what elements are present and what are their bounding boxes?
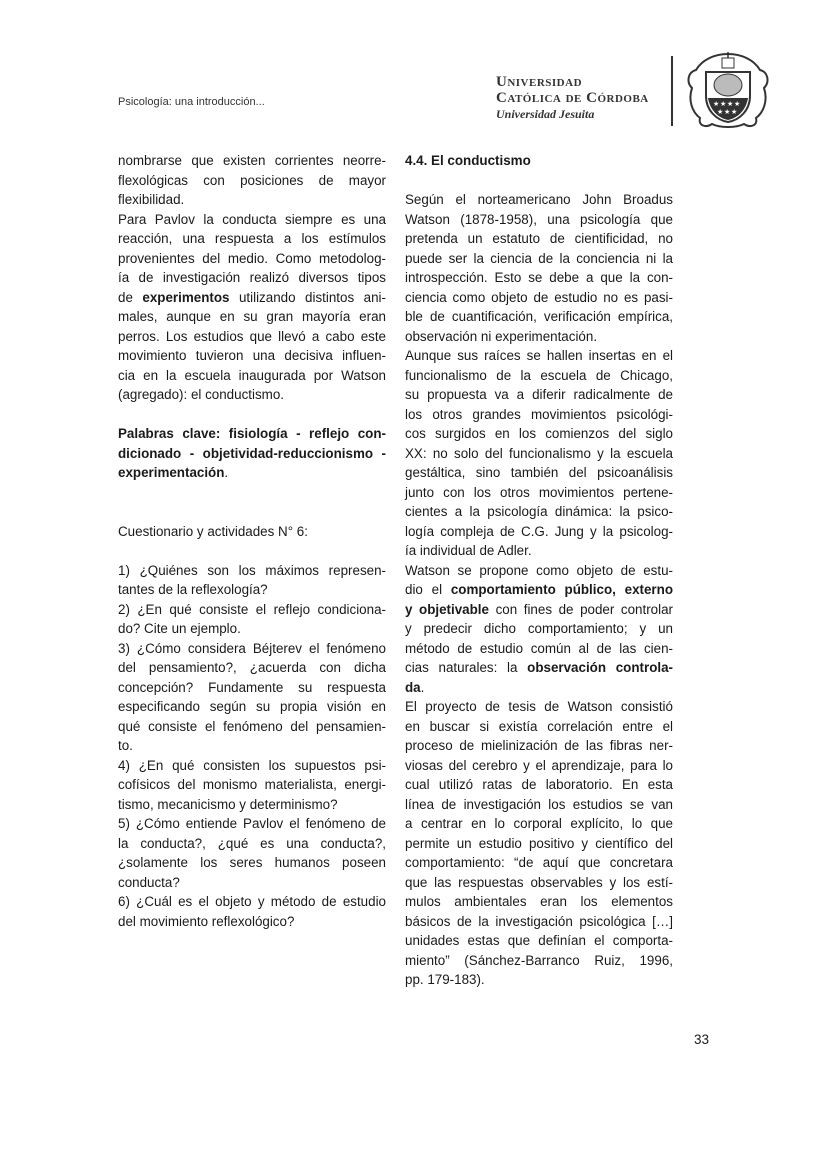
paragraph [118, 522, 386, 542]
text-line [405, 697, 673, 717]
text-segment: Cuestionario y actividades N° 6: [118, 523, 308, 539]
paragraph [405, 346, 673, 561]
text-segment: cia en la escuela inaugurada por Watson [118, 367, 386, 383]
text-segment: XX: no solo del funcionalismo y la escuela [405, 445, 673, 461]
text-line [405, 717, 673, 737]
text-line [405, 639, 673, 659]
text-segment: especificando según su propia visión en [118, 699, 386, 714]
text-segment: perros. Los estudios que llevó a cabo este [118, 328, 386, 344]
right-column [405, 151, 673, 990]
text-line [118, 639, 386, 659]
text-line [405, 327, 673, 347]
logo-divider [671, 56, 673, 126]
text-line [405, 600, 673, 620]
text-segment: Aunque sus raíces se hallen insertas en el [405, 348, 673, 363]
bold-text: comportamiento público, externo [450, 582, 673, 597]
text-line [405, 970, 673, 990]
text-segment: línea de investigación los estudios se van [405, 796, 673, 812]
text-segment: . [420, 679, 425, 695]
text-line [405, 658, 673, 678]
text-line [118, 210, 386, 230]
text-segment: flexológicas con posiciones de mayor [118, 172, 386, 188]
text-segment: conducta? [118, 874, 180, 890]
paragraph-spacer [118, 483, 386, 503]
text-segment: gestáltica, sino también del psicoanálisis [405, 465, 673, 480]
text-line [118, 288, 386, 308]
text-line [118, 736, 386, 756]
text-line [405, 736, 673, 756]
text-segment: en buscar si existía correlación entre el [405, 718, 673, 734]
text-segment: qué consiste el fenómeno del pensamien- [118, 718, 386, 734]
left-column [118, 151, 386, 931]
text-line [405, 288, 673, 308]
text-segment: la conducta?, ¿qué es una conducta?, [118, 835, 386, 851]
text-line [118, 873, 386, 893]
bold-text: da [405, 679, 421, 695]
text-segment: do? Cite un ejemplo. [118, 621, 241, 636]
text-segment: 2) ¿En qué consiste el reflejo condiciona- [118, 601, 386, 617]
paragraph [118, 600, 386, 639]
text-segment: observación ni experimentación. [405, 328, 598, 344]
text-segment: 5) ¿Cómo entiende Pavlov el fenómeno de [118, 816, 386, 831]
text-line [405, 775, 673, 795]
university-seal-icon [684, 50, 772, 130]
text-line [405, 853, 673, 873]
paragraph [118, 814, 386, 892]
text-line [118, 444, 386, 464]
text-line [405, 483, 673, 503]
text-segment: 1) ¿Quiénes son los máximos represen- [118, 562, 386, 578]
text-line [405, 873, 673, 893]
text-segment: ¿solamente los seres humanos poseen [118, 855, 386, 870]
text-segment: cual utilizó ratas de laboratorio. En esta [405, 777, 673, 792]
text-segment: 6) ¿Cuál es el objeto y método de estudio [118, 894, 386, 909]
text-segment: funcionalismo de la escuela de Chicago, [405, 367, 673, 383]
text-segment: junto con los otros movimientos pertene- [405, 484, 673, 500]
paragraph [118, 210, 386, 405]
text-segment: reacción, una respuesta a los estímulos [118, 231, 386, 246]
bold-text: Palabras clave: fisiología - reflejo con- [118, 426, 386, 441]
svg-text:★: ★ [727, 100, 734, 108]
text-line [118, 190, 386, 210]
text-segment: El proyecto de tesis de Watson consistió [405, 699, 673, 714]
text-line [405, 444, 673, 464]
text-line [405, 268, 673, 288]
logo-line-1: Universidad [496, 74, 583, 90]
text-segment: . [224, 465, 229, 480]
text-line [405, 405, 673, 425]
text-segment: del movimiento reflexológico? [118, 913, 295, 929]
text-line [118, 561, 386, 581]
paragraph [118, 639, 386, 756]
text-segment: cientes a la psicología dinámica: la psico- [405, 504, 673, 519]
text-segment: de [118, 289, 143, 305]
text-segment: miento” (Sánchez-Barranco Ruiz, 1996, [405, 952, 673, 968]
text-line [118, 619, 386, 639]
text-line [118, 697, 386, 717]
page-number: 33 [694, 1032, 710, 1047]
text-segment: proceso de mielinización de las fibras ner- [405, 738, 673, 753]
text-line [405, 151, 673, 171]
text-segment: su propuesta va a diferir radicalmente de [405, 387, 673, 402]
text-line [118, 346, 386, 366]
text-segment: (agregado): el conductismo. [118, 387, 284, 402]
text-line [118, 307, 386, 327]
text-line [405, 678, 673, 698]
text-line [405, 912, 673, 932]
text-line [118, 580, 386, 600]
text-segment: básicos de la investigación psicológica […] [405, 913, 673, 929]
text-segment: Según el norteamericano John Broadus [405, 192, 673, 207]
university-logo-text [496, 74, 649, 122]
text-segment: Para Pavlov la conducta siempre es una [118, 211, 386, 227]
svg-text:★: ★ [720, 100, 727, 108]
text-line [405, 346, 673, 366]
paragraph [118, 151, 386, 210]
bold-text: experimentos [142, 289, 230, 305]
paragraph [118, 892, 386, 931]
text-line [118, 171, 386, 191]
paragraph-spacer [118, 405, 386, 425]
text-line [118, 814, 386, 834]
text-line [118, 912, 386, 932]
text-segment: utilizando distintos ani- [229, 289, 386, 305]
text-line [118, 834, 386, 854]
text-segment: males, aunque en su gran mayoría eran [118, 309, 386, 324]
paragraph-spacer [118, 502, 386, 522]
text-line [118, 151, 386, 171]
text-segment: comportamiento: “de aquí que concretara [405, 855, 673, 870]
text-line [118, 249, 386, 269]
paragraph [405, 190, 673, 346]
text-line [118, 463, 386, 483]
bold-text: 4.4. El conductismo [405, 153, 531, 168]
text-segment: tantes de la reflexología? [118, 582, 268, 597]
text-segment: introspección. Esto se debe a que la con- [405, 270, 673, 285]
paragraph-spacer [118, 541, 386, 561]
svg-text:★: ★ [717, 108, 724, 116]
text-line [405, 366, 673, 386]
svg-text:★: ★ [734, 100, 741, 108]
text-segment: dio el [405, 582, 451, 597]
text-line [405, 424, 673, 444]
svg-text:★: ★ [713, 100, 720, 108]
text-segment: tismo, mecanicismo y determinismo? [118, 796, 338, 812]
text-line [118, 658, 386, 678]
bold-text: observación controla- [527, 660, 674, 675]
text-segment: movimiento tuvieron una decisiva influen- [118, 348, 386, 363]
bold-text: dicionado - objetividad-reduccionismo - [118, 445, 386, 461]
text-line [405, 931, 673, 951]
text-line [405, 580, 673, 600]
text-segment: ble de cuantificación, verificación empírica, [405, 309, 673, 324]
paragraph [118, 561, 386, 600]
text-line [118, 385, 386, 405]
text-line [405, 522, 673, 542]
text-segment: y predecir dicho comportamiento; y un [405, 621, 673, 636]
text-segment: cos surgidos en los comienzos del siglo [405, 426, 673, 441]
text-line [405, 561, 673, 581]
text-line [118, 366, 386, 386]
text-segment: concepción? Fundamente su respuesta [118, 679, 386, 695]
text-line [405, 892, 673, 912]
text-segment: flexibilidad. [118, 192, 185, 207]
svg-text:★: ★ [724, 108, 731, 116]
text-segment: con fines de poder controlar [488, 601, 673, 617]
text-segment: ía individual de Adler. [405, 543, 532, 558]
text-segment: Watson (1878-1958), una psicología que [405, 211, 673, 227]
text-segment: 4) ¿En qué consisten los supuestos psi- [118, 757, 386, 773]
text-line [118, 892, 386, 912]
text-line [118, 756, 386, 776]
text-segment: los otros grandes movimientos psicológi- [405, 406, 673, 422]
text-segment: ía de investigación realizó diversos tipos [118, 270, 386, 285]
text-segment: método de estudio común al de las cien- [405, 640, 673, 656]
text-segment: nombrarse que existen corrientes neorre- [118, 153, 386, 168]
logo-line-2: Católica de Córdoba [496, 90, 649, 106]
text-line [405, 210, 673, 230]
paragraph [118, 424, 386, 483]
text-line [118, 327, 386, 347]
paragraph [405, 697, 673, 990]
logo-line-3: Universidad Jesuita [496, 107, 595, 121]
text-segment: a centrar en lo corporal explícito, lo que [405, 816, 673, 831]
text-segment: que las respuestas observables y los estí- [405, 874, 673, 890]
text-line [405, 463, 673, 483]
text-line [118, 775, 386, 795]
text-line [405, 756, 673, 776]
text-segment: logía compleja de C.G. Jung y la psicolog- [405, 523, 673, 539]
paragraph [118, 756, 386, 815]
text-segment: ciencia como objeto de estudio no es pasi- [405, 289, 673, 305]
text-segment: viosas del cerebro y el aprendizaje, para lo [405, 757, 673, 773]
text-segment: 3) ¿Cómo considera Béjterev el fenómeno [118, 640, 386, 656]
text-line [118, 522, 386, 542]
text-line [118, 600, 386, 620]
text-line [405, 951, 673, 971]
bold-text: experimentación [118, 465, 225, 480]
text-line [405, 619, 673, 639]
text-line [405, 814, 673, 834]
text-segment: puede ser la ciencia de la conciencia ni la [405, 250, 673, 266]
text-line [405, 795, 673, 815]
paragraph [405, 151, 673, 171]
text-line [405, 834, 673, 854]
text-segment: Watson se propone como objeto de estu- [405, 562, 673, 578]
text-segment: pp. 179-183). [405, 972, 485, 987]
text-segment: provenientes del medio. Como metodolog- [118, 250, 386, 266]
text-line [405, 385, 673, 405]
paragraph [405, 561, 673, 698]
text-segment: cias naturales: la [405, 660, 528, 675]
text-segment: cofísicos del monismo materialista, energi- [118, 777, 386, 792]
text-line [118, 853, 386, 873]
text-line [405, 190, 673, 210]
text-line [118, 678, 386, 698]
text-line [405, 541, 673, 561]
bold-text: y objetivable [405, 601, 489, 617]
svg-text:★: ★ [731, 108, 738, 116]
text-line [118, 424, 386, 444]
text-segment: unidades estas que definían el comporta- [405, 933, 673, 948]
text-segment: to. [118, 738, 133, 753]
running-head-title: Psicología: una introducción... [118, 96, 265, 108]
text-line [405, 502, 673, 522]
text-segment: pretenda un estatuto de cientificidad, no [405, 231, 673, 246]
text-segment: mulos ambientales eran los elementos [405, 894, 673, 909]
text-line [118, 229, 386, 249]
text-line [405, 249, 673, 269]
text-line [118, 795, 386, 815]
paragraph-spacer [405, 171, 673, 191]
text-line [118, 717, 386, 737]
text-segment: del pensamiento?, ¿acuerda con dicha [118, 660, 386, 675]
text-line [405, 229, 673, 249]
text-line [118, 268, 386, 288]
text-line [405, 307, 673, 327]
text-segment: permite un estudio positivo y científico del [405, 835, 673, 851]
